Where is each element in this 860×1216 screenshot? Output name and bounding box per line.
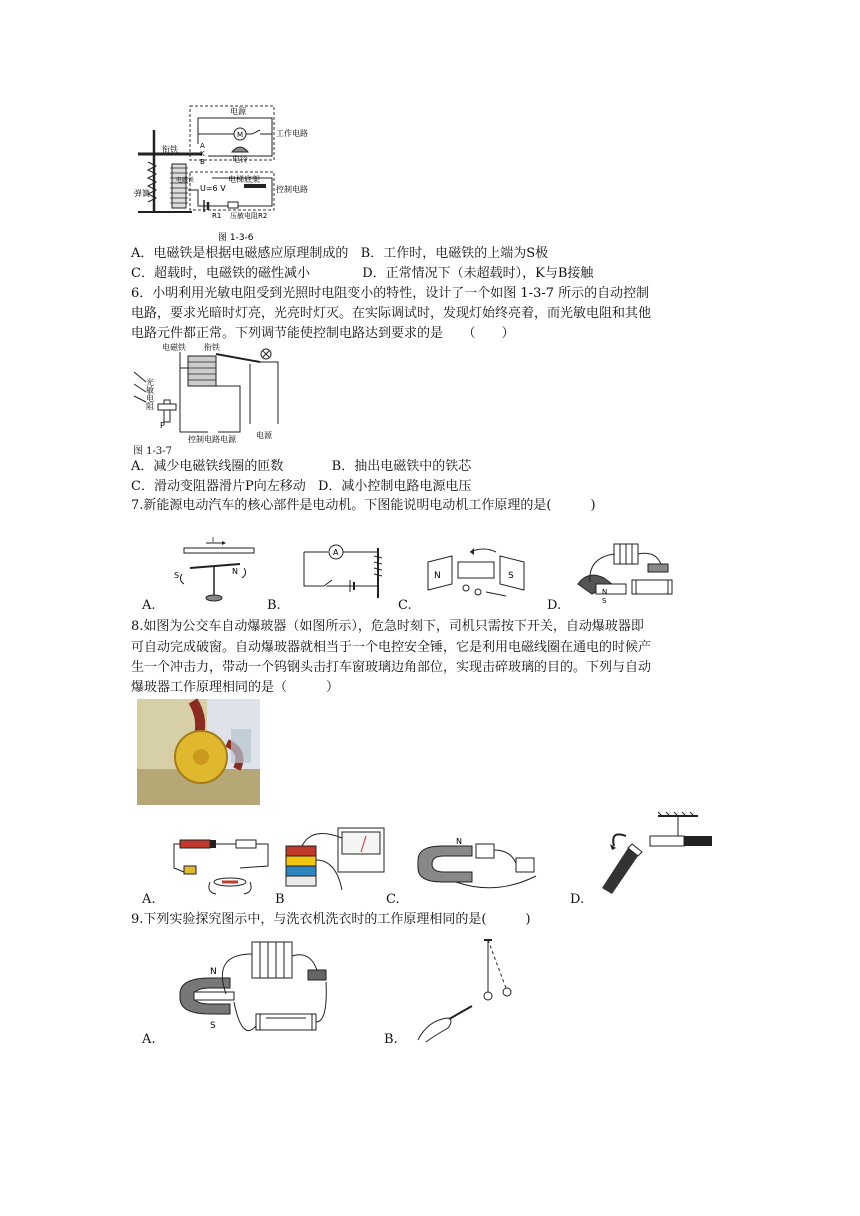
- q6-option-c[interactable]: C．滑动变阻器滑片P向左移动: [131, 479, 306, 494]
- q5-option-b[interactable]: B．工作时，电磁铁的上端为S极: [360, 246, 549, 261]
- q9a-n-label: N: [210, 967, 217, 977]
- fig136-k-label: K: [200, 150, 205, 158]
- q5-option-d[interactable]: D．正常情况下（未超载时），K与B接触: [362, 266, 594, 281]
- q7-label-c: C.: [398, 598, 412, 613]
- q9-label-b: B.: [384, 1032, 398, 1047]
- q7a-n-label: N: [232, 567, 238, 576]
- fig136-elevator-label: 电梯底架: [228, 175, 260, 184]
- fig137-electromagnet-label: 电磁铁: [162, 343, 186, 352]
- q9a-s-label: S: [210, 1021, 216, 1031]
- q5-options-row1: [131, 245, 548, 263]
- q8-label-b: B: [275, 892, 285, 907]
- q7-figure-b[interactable]: [298, 540, 390, 602]
- q8-stem-line4: 爆玻器工作原理相同的是（ ）: [131, 680, 340, 695]
- fig137-p-label: P: [160, 421, 165, 430]
- fig136-voltage-label: U=6 V: [200, 184, 226, 193]
- fig137-control-power-label: 控制电路电源: [188, 435, 236, 444]
- q6-stem-line2: 电路，要求光暗时灯亮，光亮时灯灭。在实际调试时，发现灯始终亮着，而光敏电阻和其他: [131, 306, 652, 321]
- fig136-b-label: B: [200, 158, 205, 166]
- q7-figure-a[interactable]: [170, 538, 260, 606]
- fig136-power-label: 电源: [230, 107, 246, 116]
- q7-label-b: B.: [267, 598, 281, 613]
- q7-label-d: D.: [547, 598, 562, 613]
- q9-label-a: A.: [142, 1032, 156, 1047]
- q8-label-a: A.: [142, 892, 156, 907]
- q8-figure-b[interactable]: [282, 820, 388, 902]
- q8-figure-d[interactable]: [598, 812, 718, 898]
- q7c-n-label: N: [434, 571, 441, 581]
- q6-option-b[interactable]: B．抽出电磁铁中的铁芯: [331, 459, 472, 474]
- fig136-electromagnet-label: 电磁铁: [176, 177, 195, 184]
- q9-stem: 9.下列实验探究图示中，与洗衣机洗衣时的工作原理相同的是( ): [131, 912, 531, 927]
- fig137-power-label: 电源: [256, 431, 272, 440]
- q7a-current-label: I: [212, 536, 215, 544]
- fig136-varistor-label: 压敏电阻R2: [230, 212, 268, 220]
- q8-stem-line3: 生一个冲击力，带动一个钨钢头击打车窗玻璃边角部位，实现击碎玻璃的目的。下列与自动: [131, 660, 652, 675]
- q6-options-row2: [131, 478, 471, 496]
- q7b-ammeter-label: A: [333, 548, 339, 557]
- fig137-photoresistor-label: 光敏电阻: [145, 378, 155, 410]
- q7d-s-label: S: [602, 597, 607, 605]
- q9-figure-a[interactable]: [176, 936, 336, 1048]
- figure-1-3-6: [132, 100, 308, 248]
- fig136-control-circuit-label: 控制电路: [276, 185, 308, 194]
- q5-option-a[interactable]: A．电磁铁是根据电磁感应原理制成的: [131, 246, 349, 261]
- q7a-s-label: S: [174, 571, 180, 580]
- q9-figure-b[interactable]: [414, 936, 524, 1046]
- q7-stem: 7.新能源电动汽车的核心部件是电动机。下图能说明电动机工作原理的是( ): [131, 498, 596, 513]
- q5-options-row2: [131, 265, 593, 283]
- q6-option-a[interactable]: A．减少电磁铁线圈的匝数: [131, 459, 284, 474]
- fig136-r1-label: R1: [212, 212, 222, 220]
- q5-option-c[interactable]: C．超载时，电磁铁的磁性减小: [131, 266, 310, 281]
- q8-stem-line2: 可自动完成破窗。自动爆玻器就相当于一个电控安全锤，它是利用电磁线圈在通电的时候产: [131, 640, 652, 655]
- q8-figure-a[interactable]: [170, 830, 274, 898]
- q8-stem-line1: 8.如图为公交车自动爆玻器（如图所示），危急时刻下，司机只需按下开关，自动爆玻器即: [131, 619, 644, 634]
- fig137-armature-label: 衔铁: [204, 343, 220, 352]
- q6-options-row1: [131, 458, 471, 476]
- fig136-armature-label: 衔铁: [162, 145, 178, 154]
- fig136-spring-label: 弹簧: [134, 189, 150, 198]
- q8c-n-label: N: [456, 837, 462, 846]
- fig136-caption: 图 1-3-6: [218, 233, 254, 243]
- q8-label-c: C.: [386, 892, 400, 907]
- fig136-bell-label: 电铃: [232, 155, 248, 164]
- q6-stem-line3: 电路元件都正常。下列调节能使控制电路达到要求的是 （ ）: [131, 326, 515, 341]
- q6-option-d[interactable]: D．减小控制电路电源电压: [317, 479, 472, 494]
- q7-figure-d[interactable]: [574, 540, 678, 604]
- figure-1-3-7: [130, 342, 290, 452]
- q6-stem-line1: 6．小明利用光敏电阻受到光照时电阻变小的特性，设计了一个如图 1-3-7 所示的自动控制: [131, 286, 650, 301]
- fig136-a-label: A: [200, 142, 205, 150]
- q8-figure-c[interactable]: [416, 836, 546, 896]
- q7d-n-label: N: [602, 588, 608, 596]
- q7-figure-c[interactable]: [426, 544, 526, 602]
- fig137-caption: 图 1-3-7: [133, 446, 173, 457]
- q8-label-d: D.: [570, 892, 585, 907]
- fig136-work-circuit-label: 工作电路: [276, 129, 308, 138]
- q7c-s-label: S: [508, 571, 514, 581]
- fig136-motor-label: M: [237, 131, 244, 139]
- q7-label-a: A.: [142, 598, 156, 613]
- q8-breaker-photo: [137, 699, 260, 805]
